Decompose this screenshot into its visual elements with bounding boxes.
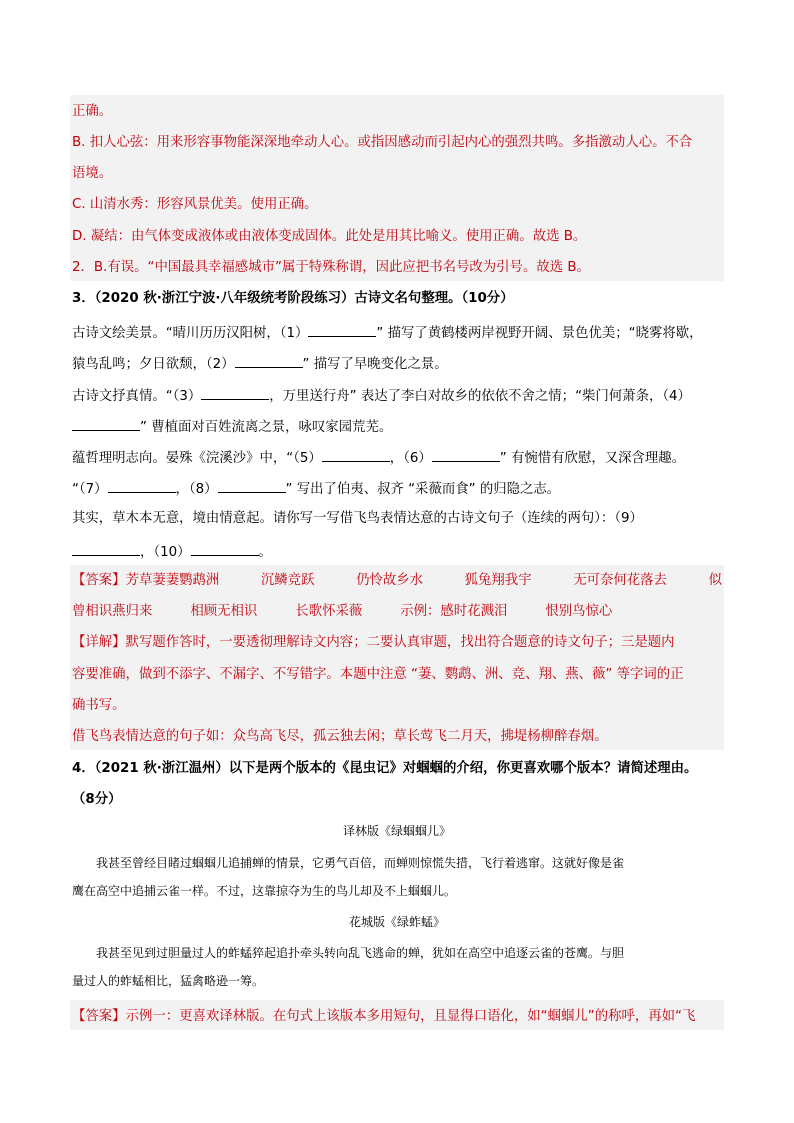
q3-p5-text-b: ，（6） bbox=[389, 451, 432, 466]
q3-p2-text-b: ” 描写了早晚变化之景。 bbox=[302, 357, 448, 372]
q3-p2-text-a: 猿鸟乱鸣；夕日欲颓，（2） bbox=[72, 357, 235, 372]
q3-paragraph-2 bbox=[72, 353, 722, 374]
version2-paragraph-line2: 量过人的蚱蜢相比，猛禽略逊一筹。 bbox=[72, 974, 265, 988]
q3-p6-text-a: “（7） bbox=[72, 482, 108, 497]
answer-blank-2[interactable] bbox=[235, 353, 303, 368]
answer-blank-1[interactable] bbox=[308, 322, 376, 337]
q3-p8-text-b: ，（10） bbox=[140, 545, 191, 560]
version1-paragraph-line1: 我甚至曾经目睹过蝈蝈儿追捕蝉的情景，它勇气百倍，而蝉则惊慌失措，飞行着逃窜。这就好像是雀 bbox=[96, 856, 625, 870]
answer-blank-9[interactable] bbox=[72, 541, 140, 556]
q3-p1-text-a: 古诗文绘美景。“晴川历历汉阳树，（1） bbox=[72, 326, 309, 341]
answer-blank-7[interactable] bbox=[108, 478, 176, 493]
answer-item: 沉鳞竞跃 bbox=[260, 573, 315, 588]
q3-p3-text-a: 古诗文抒真情。“（3） bbox=[72, 389, 202, 404]
q3-p8-text-c: 。 bbox=[258, 545, 272, 560]
answer-item: 芳草萋萋鹦鹉洲 bbox=[125, 573, 220, 588]
q3-paragraph-7: 其实，草木本无意，境由情意起。请你写一写借飞鸟表情达意的古诗文句子（连续的两句）：（9） bbox=[72, 511, 643, 526]
answer-text: 示例一：更喜欢译林版。在句式上该版本多用短句，且显得口语化，如“蝈蝈儿”的称呼，再如“飞 bbox=[125, 1009, 696, 1024]
q3-paragraph-3 bbox=[72, 385, 722, 406]
answer-blank-10[interactable] bbox=[191, 541, 259, 556]
answer-shade-top bbox=[70, 95, 724, 281]
q3-paragraph-5 bbox=[72, 447, 722, 468]
answer-blank-3[interactable] bbox=[201, 385, 269, 400]
version2-paragraph-line1: 我甚至见到过胆量过人的蚱蜢猝起追扑牵头转向乱飞逃命的蝉，犹如在高空中追逐云雀的苍鹰。与胆 bbox=[96, 946, 625, 960]
detail-tag: 【详解】 bbox=[72, 635, 126, 650]
answer-item: 示例：感时花溅泪 bbox=[400, 604, 508, 619]
answer-blank-5[interactable] bbox=[322, 447, 390, 462]
answer-tag: 【答案】 bbox=[72, 573, 126, 588]
answer-item: 曾相识燕归来 bbox=[72, 604, 153, 619]
q3-answer-row-1 bbox=[72, 572, 722, 590]
q3-detail-line-2: 容要准确，做到不添字、不漏字、不写错字。本题中注意 “萋、鹦鹉、洲、竞、翔、燕、薇” 等字词的正 bbox=[72, 667, 684, 682]
option-b-line-cont: 语境。 bbox=[72, 166, 113, 181]
answer-item: 相顾无相识 bbox=[190, 604, 258, 619]
answer-item: 狐兔翔我宇 bbox=[464, 573, 532, 588]
q4-answer-line bbox=[72, 1008, 722, 1026]
q3-p5-text-c: ” 有惋惜有欣慰，又深含理趣。 bbox=[499, 451, 686, 466]
answer-blank-8[interactable] bbox=[218, 478, 286, 493]
answer-blank-6[interactable] bbox=[432, 447, 500, 462]
detail-text: 默写题作答时，一要透彻理解诗文内容；二要认真审题，找出符合题意的诗文句子；三是题内 bbox=[125, 635, 675, 650]
option-c-line: C. 山清水秀：形容风景优美。使用正确。 bbox=[72, 197, 318, 212]
version2-title: 花城版《绿蚱蜢》 bbox=[348, 915, 445, 929]
answer-item: 似 bbox=[708, 573, 722, 588]
question4-header-cont: （8分） bbox=[72, 792, 122, 807]
q3-paragraph-8 bbox=[72, 541, 722, 562]
answer-item: 长歌怀采薇 bbox=[295, 604, 363, 619]
answer-tag: 【答案】 bbox=[72, 1009, 126, 1024]
question2-answer: 2．B.有误。“中国最具幸福感城市”属于特殊称谓，因此应把书名号改为引号。故选 B。 bbox=[72, 260, 590, 275]
answer-shade-q3 bbox=[70, 565, 724, 750]
version1-paragraph-line2: 鹰在高空中追捕云雀一样。不过，这靠掠夺为生的鸟儿却及不上蝈蝈儿。 bbox=[72, 884, 457, 898]
q3-paragraph-4 bbox=[72, 416, 722, 437]
question3-header: 3．（2020 秋·浙江宁波·八年级统考阶段练习）古诗文名句整理。（10分） bbox=[72, 291, 514, 306]
q3-p4-text-b: ” 曹植面对百姓流离之景，咏叹家园荒芜。 bbox=[140, 420, 393, 435]
q3-detail-line-4: 借飞鸟表情达意的句子如：众鸟高飞尽，孤云独去闲；草长莺飞二月天，拂堤杨柳醉春烟。 bbox=[72, 729, 608, 744]
version1-title: 译林版《绿蝈蝈儿》 bbox=[342, 824, 451, 838]
q3-detail-line-1 bbox=[72, 634, 722, 652]
q3-paragraph-1 bbox=[72, 322, 722, 343]
answer-blank-4[interactable] bbox=[72, 416, 140, 431]
answer-item: 仍怜故乡水 bbox=[356, 573, 424, 588]
q3-p1-text-b: ” 描写了黄鹤楼两岸视野开阔、景色优美；“晓雾将歇， bbox=[376, 326, 703, 341]
q3-p3-text-b: ，万里送行舟” 表达了李白对故乡的依依不舍之情；“柴门何萧条，（4） bbox=[269, 389, 691, 404]
answer-item: 无可奈何花落去 bbox=[573, 573, 667, 588]
option-b-line: B. 扣人心弦：用来形容事物能深深地牵动人心。或指因感动而引起内心的强烈共鸣。多指激动人心。不合 bbox=[72, 135, 693, 150]
option-d-line: D. 凝结：由气体变成液体或由液体变成固体。此处是用其比喻义。使用正确。故选 B。 bbox=[72, 229, 587, 244]
q3-detail-line-3: 确书写。 bbox=[72, 698, 126, 713]
q3-paragraph-6 bbox=[72, 478, 722, 499]
q3-answer-row-2 bbox=[72, 603, 722, 621]
question4-header: 4．（2021 秋·浙江温州）以下是两个版本的《昆虫记》对蝈蝈的介绍，你更喜欢哪个版本？请简述理由。 bbox=[72, 761, 698, 776]
explanation-line: 正确。 bbox=[72, 104, 113, 119]
answer-item: 恨别鸟惊心 bbox=[545, 604, 613, 619]
q3-p6-text-c: ” 写出了伯夷、叔齐 “采薇而食” 的归隐之志。 bbox=[285, 482, 561, 497]
q3-p6-text-b: ，（8） bbox=[175, 482, 218, 497]
q3-p5-text-a: 蕴哲理明志向。晏殊《浣溪沙》中，“（5） bbox=[72, 451, 322, 466]
